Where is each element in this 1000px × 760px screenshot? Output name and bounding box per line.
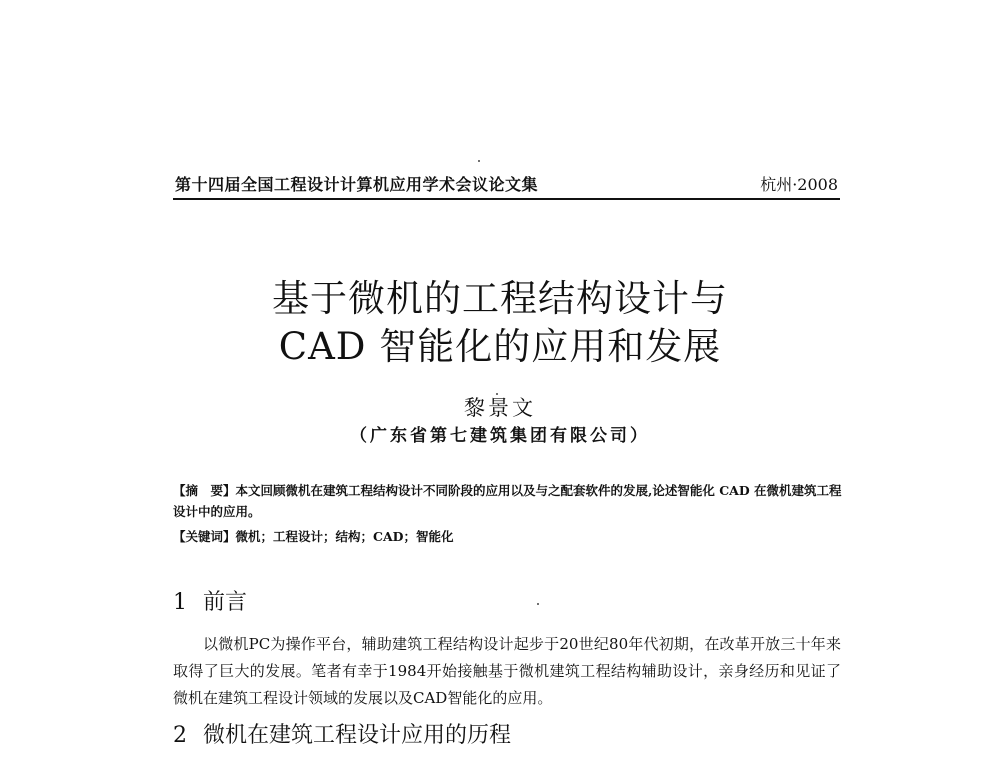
paper-title-line-1: 基于微机的工程结构设计与 <box>272 277 728 320</box>
scan-speck <box>478 160 480 162</box>
section-title: 前言 <box>203 590 248 615</box>
scan-speck <box>537 603 539 605</box>
section-number: 1 <box>173 590 187 615</box>
location-year: 杭州·2008 <box>760 175 838 194</box>
author-name: 黎景文 <box>464 396 536 420</box>
running-header <box>173 170 840 200</box>
abstract-label: 【摘 要】 <box>173 483 236 498</box>
keywords-label: 【关键词】 <box>173 529 236 544</box>
author-affiliation: （广东省第七建筑集团有限公司） <box>350 426 650 446</box>
abstract-text: 本文回顾微机在建筑工程结构设计不同阶段的应用以及与之配套软件的发展,论述智能化 CAD 在微机建筑工程设计中的应用。 <box>173 483 842 519</box>
keywords <box>173 526 843 547</box>
section-title: 微机在建筑工程设计应用的历程 <box>203 723 512 748</box>
section-heading-1 <box>173 588 247 618</box>
paper-title-line-2: CAD 智能化的应用和发展 <box>278 325 722 368</box>
section-number: 2 <box>173 723 187 748</box>
keywords-text: 微机；工程设计；结构；CAD；智能化 <box>235 529 454 544</box>
section-1-paragraph: 以微机PC为操作平台，辅助建筑工程结构设计起步于20世纪80年代初期，在改革开放三十年来取得了巨大的发展。笔者有幸于1984开始接触基于微机建筑工程结构辅助设计，亲身经历和见证了微机在建筑工程设计领域的发展以及CAD智能化的应用。 <box>173 635 841 707</box>
abstract <box>173 480 843 522</box>
journal-name: 第十四届全国工程设计计算机应用学术会议论文集 <box>175 175 539 194</box>
section-heading-2 <box>173 721 511 751</box>
